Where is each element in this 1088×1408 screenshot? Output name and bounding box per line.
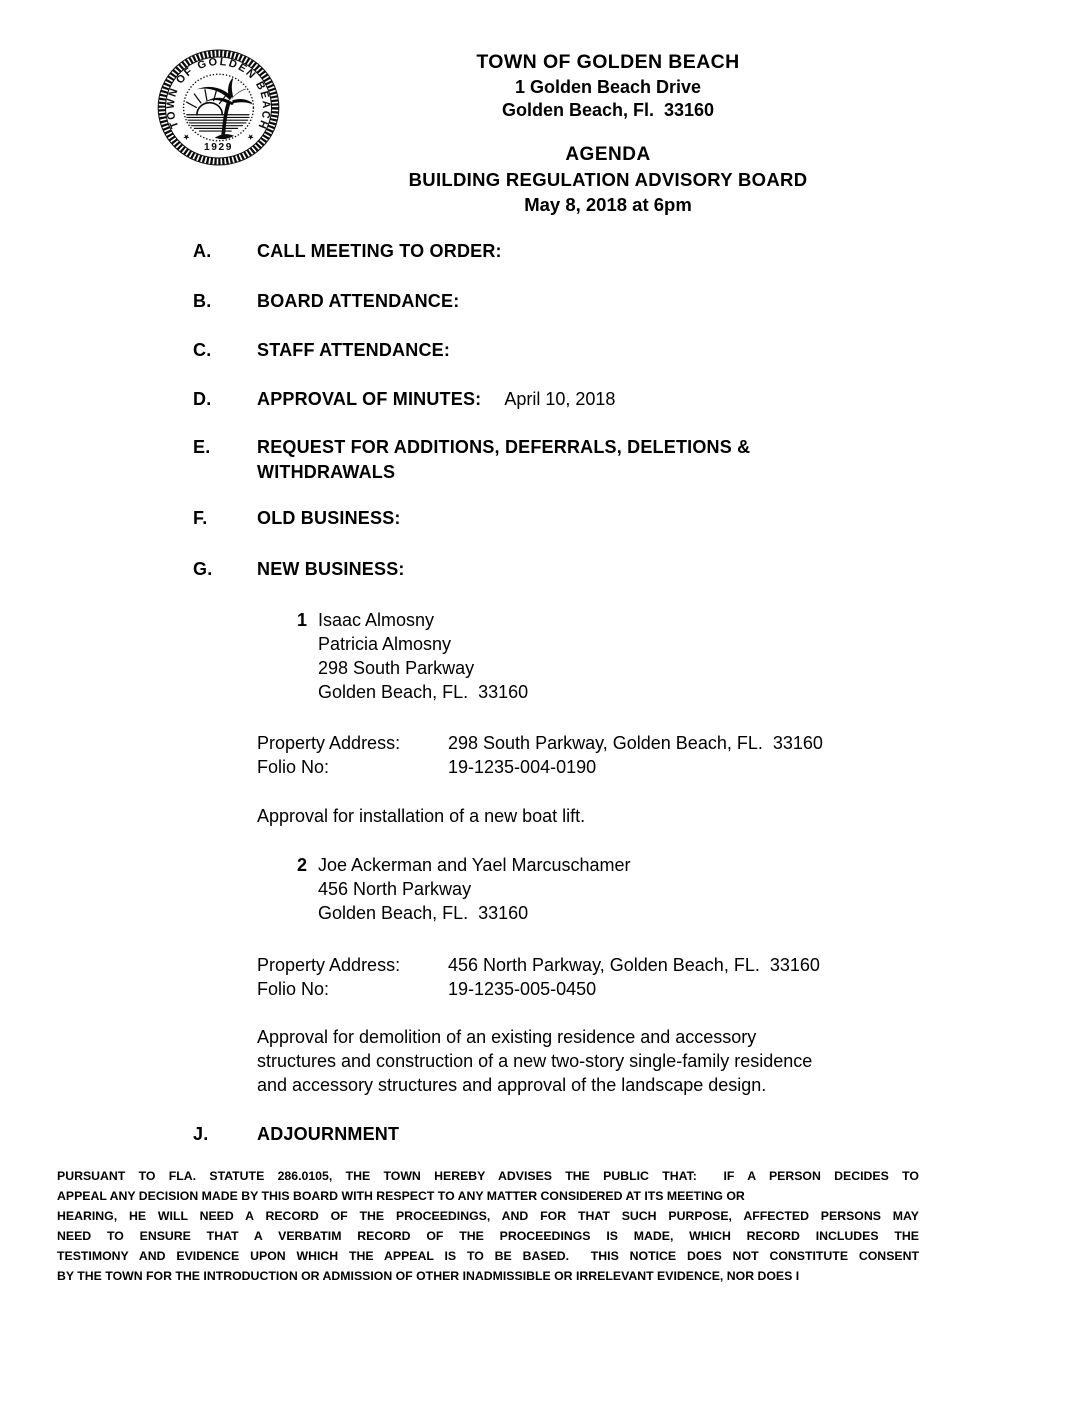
item-title: APPROVAL OF MINUTES:	[257, 389, 482, 409]
item-number: 2	[297, 855, 308, 875]
agenda-item-adjournment	[193, 1122, 399, 1147]
item-title: REQUEST FOR ADDITIONS, DEFERRALS, DELETIONS &	[257, 437, 751, 457]
item-title-line2: WITHDRAWALS	[257, 462, 396, 482]
seal-star-right-icon: ★	[244, 131, 257, 143]
agenda-item-b	[193, 289, 459, 314]
org-name: TOWN OF GOLDEN BEACH	[476, 51, 740, 73]
description-line: Approval for installation of a new boat lift.	[257, 806, 586, 826]
applicant-name: Isaac Almosny	[318, 610, 435, 630]
board-name: BUILDING REGULATION ADVISORY BOARD	[408, 169, 808, 190]
legal-line: PURSUANT TO FLA. STATUTE 286.0105, THE TOWN HEREBY ADVISES THE PUBLIC THAT: IF A PERSON DECIDES TO	[57, 1169, 919, 1183]
agenda-item-c	[193, 338, 450, 363]
folio-label: Folio No:	[257, 757, 330, 777]
folio-label: Folio No:	[257, 979, 330, 999]
legal-line: APPEAL ANY DECISION MADE BY THIS BOARD WITH RESPECT TO ANY MATTER CONSIDERED AT ITS MEETING OR	[57, 1189, 745, 1203]
item-title: OLD BUSINESS:	[257, 508, 401, 528]
item-letter: C.	[193, 340, 212, 360]
agenda-item-e	[193, 435, 750, 485]
legal-notice	[57, 1166, 919, 1286]
new-business-item-2	[297, 853, 631, 925]
applicant-block	[318, 853, 631, 925]
property-info-1	[257, 731, 823, 779]
meeting-datetime: May 8, 2018 at 6pm	[524, 194, 692, 215]
property-info-2	[257, 953, 820, 1001]
item-letter: D.	[193, 389, 212, 409]
applicant-city: Golden Beach, FL. 33160	[318, 903, 529, 923]
description-line: structures and construction of a new two-story single-family residence	[257, 1051, 813, 1071]
item-letter: F.	[193, 508, 208, 528]
applicant-name-2: Patricia Almosny	[318, 634, 452, 654]
folio-value: 19-1235-005-0450	[448, 979, 597, 999]
applicant-city: Golden Beach, FL. 33160	[318, 682, 529, 702]
item-title: NEW BUSINESS:	[257, 559, 405, 579]
property-address-label: Property Address:	[257, 733, 401, 753]
item-title: BOARD ATTENDANCE:	[257, 291, 460, 311]
item-letter: A.	[193, 241, 212, 261]
item-title: CALL MEETING TO ORDER:	[257, 241, 502, 261]
item-title: ADJOURNMENT	[257, 1124, 400, 1144]
applicant-street: 456 North Parkway	[318, 879, 472, 899]
item-letter: G.	[193, 559, 213, 579]
seal-ring-text: TOWN OF GOLDEN BEACH	[164, 56, 273, 132]
seal-year: 1929	[204, 142, 233, 153]
applicant-street: 298 South Parkway	[318, 658, 475, 678]
legal-line: BY THE TOWN FOR THE INTRODUCTION OR ADMISSION OF OTHER INADMISSIBLE OR IRRELEVANT EVIDENCE, NOR DOES I	[57, 1269, 800, 1283]
item-letter: E.	[193, 437, 211, 457]
legal-line: HEARING, HE WILL NEED A RECORD OF THE PROCEEDINGS, AND FOR THAT SUCH PURPOSE, AFFECTED PERSONS MAY	[57, 1209, 919, 1223]
legal-line: NEED TO ENSURE THAT A VERBATIM RECORD OF THE PROCEEDINGS IS MADE, WHICH RECORD INCLUDES THE	[57, 1229, 919, 1243]
seal-star-left-icon: ★	[180, 131, 193, 143]
doc-title: AGENDA	[565, 144, 651, 165]
item-letter: B.	[193, 291, 212, 311]
new-business-item-1	[297, 608, 528, 704]
folio-value: 19-1235-004-0190	[448, 757, 597, 777]
agenda-item-d	[193, 387, 615, 412]
applicant-block	[318, 608, 528, 704]
item-number: 1	[297, 610, 308, 630]
minutes-date: April 10, 2018	[504, 389, 616, 409]
legal-line: TESTIMONY AND EVIDENCE UPON WHICH THE APPEAL IS TO BE BASED. THIS NOTICE DOES NOT CONSTITUTE CONSENT	[57, 1249, 919, 1263]
item-title: STAFF ATTENDANCE:	[257, 340, 451, 360]
applicant-name: Joe Ackerman and Yael Marcuschamer	[318, 855, 631, 875]
property-address-value: 298 South Parkway, Golden Beach, FL. 33160	[448, 733, 823, 753]
item-letter: J.	[193, 1124, 209, 1144]
property-address-label: Property Address:	[257, 955, 401, 975]
agenda-item-f	[193, 506, 401, 531]
description-line: Approval for demolition of an existing residence and accessory	[257, 1027, 757, 1047]
agenda-item-a	[193, 239, 502, 264]
org-address: 1 Golden Beach Drive	[514, 77, 702, 97]
description-line: and accessory structures and approval of the landscape design.	[257, 1075, 767, 1095]
property-address-value: 456 North Parkway, Golden Beach, FL. 33160	[448, 955, 820, 975]
request-description-1	[257, 804, 585, 828]
org-city: Golden Beach, Fl. 33160	[501, 100, 715, 120]
agenda-item-g	[193, 557, 405, 582]
request-description-2	[257, 1025, 812, 1097]
